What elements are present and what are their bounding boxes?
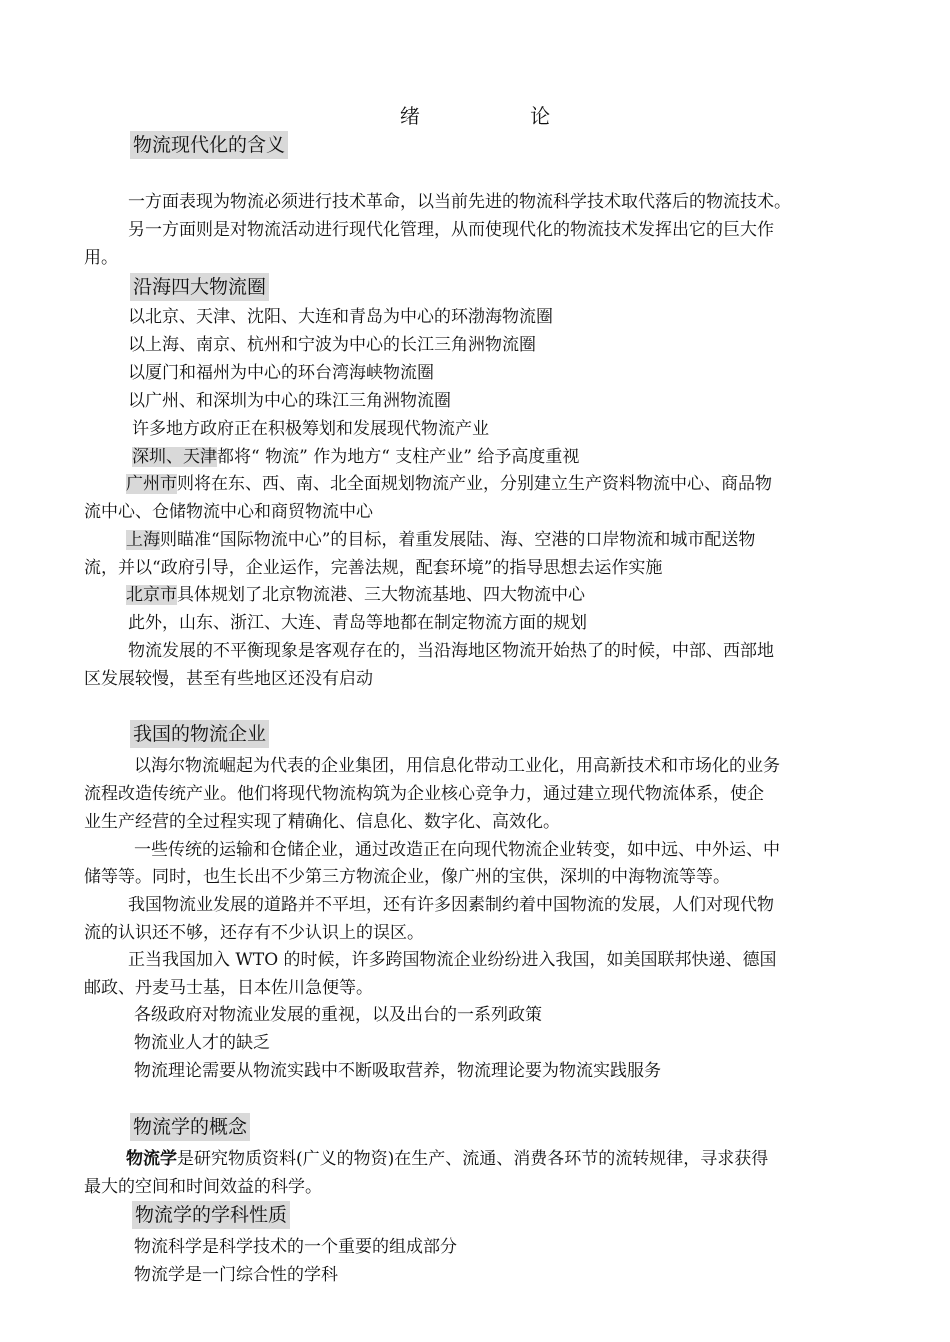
paragraph-line xyxy=(132,445,579,469)
list-item: 物流科学是科学技术的一个重要的组成部分 xyxy=(134,1237,457,1257)
paragraph-line: 此外，山东、浙江、大连、青岛等地都在制定物流方面的规划 xyxy=(128,613,587,633)
page-title: 绪 论 xyxy=(399,104,603,128)
list-item: 以北京、天津、沈阳、大连和青岛为中心的环渤海物流圈 xyxy=(128,307,553,327)
section-heading-enterprises: 我国的物流企业 xyxy=(130,720,269,748)
section-heading-concept: 物流学的概念 xyxy=(130,1113,250,1141)
paragraph-line xyxy=(126,472,772,496)
highlighted-city: 广州市 xyxy=(126,474,177,494)
paragraph-line: 另一方面则是对物流活动进行现代化管理，从而使现代化的物流技术发挥出它的巨大作 xyxy=(128,220,774,240)
paragraph-line: 业生产经营的全过程实现了精确化、信息化、数字化、高效化。 xyxy=(84,812,560,832)
list-item: 物流学是一门综合性的学科 xyxy=(134,1265,338,1285)
paragraph-line: 流，并以“政府引导，企业运作，完善法规，配套环境”的指导思想去运作实施 xyxy=(84,558,663,578)
paragraph-line: 一些传统的运输和仓储企业，通过改造正在向现代物流企业转变，如中远、中外运、中 xyxy=(134,840,780,860)
list-item: 各级政府对物流业发展的重视，以及出台的一系列政策 xyxy=(134,1005,542,1025)
paragraph-line: 储等等。同时，也生长出不少第三方物流企业，像广州的宝供，深圳的中海物流等等。 xyxy=(84,867,730,887)
paragraph-line xyxy=(126,1147,768,1171)
section-heading-coastal: 沿海四大物流圈 xyxy=(130,273,269,301)
paragraph-line xyxy=(126,528,755,552)
paragraph-line xyxy=(126,583,585,607)
paragraph-line: 物流发展的不平衡现象是客观存在的，当沿海地区物流开始热了的时候，中部、西部地 xyxy=(128,641,774,661)
list-item: 物流业人才的缺乏 xyxy=(134,1033,270,1053)
paragraph-line: 我国物流业发展的道路并不平坦，还有许多因素制约着中国物流的发展，人们对现代物 xyxy=(128,895,774,915)
paragraph-line: 以海尔物流崛起为代表的企业集团，用信息化带动工业化，用高新技术和市场化的业务 xyxy=(134,756,780,776)
list-item: 物流理论需要从物流实践中不断吸取营养，物流理论要为物流实践服务 xyxy=(134,1061,661,1081)
highlighted-city: 上海 xyxy=(126,530,160,550)
paragraph-line: 最大的空间和时间效益的科学。 xyxy=(84,1177,322,1197)
highlighted-city: 北京市 xyxy=(126,585,177,605)
paragraph-line: 区发展较慢，甚至有些地区还没有启动 xyxy=(84,669,373,689)
section-heading-nature: 物流学的学科性质 xyxy=(132,1201,290,1229)
defined-term: 物流学 xyxy=(126,1149,177,1169)
paragraph-line: 邮政、丹麦马士基，日本佐川急便等。 xyxy=(84,978,373,998)
paragraph-line: 正当我国加入 WTO 的时候，许多跨国物流企业纷纷进入我国，如美国联邦快递、德国 xyxy=(128,950,777,970)
list-item: 许多地方政府正在积极筹划和发展现代物流产业 xyxy=(132,419,489,439)
paragraph-line: 一方面表现为物流必须进行技术革命，以当前先进的物流科学技术取代落后的物流技术。 xyxy=(128,192,791,212)
list-item: 以广州、和深圳为中心的珠江三角洲物流圈 xyxy=(128,391,451,411)
line-text: 则将在东、西、南、北全面规划物流产业，分别建立生产资料物流中心、商品物 xyxy=(177,474,772,494)
line-text: 则瞄准“国际物流中心”的目标，着重发展陆、海、空港的口岸物流和城市配送物 xyxy=(160,530,756,550)
paragraph-line: 流程改造传统产业。他们将现代物流构筑为企业核心竞争力，通过建立现代物流体系，使企 xyxy=(84,784,764,804)
section-heading-modernization: 物流现代化的含义 xyxy=(130,131,288,159)
paragraph-line: 用。 xyxy=(84,248,118,268)
list-item: 以上海、南京、杭州和宁波为中心的长江三角洲物流圈 xyxy=(128,335,536,355)
line-text: 是研究物质资料(广义的物资)在生产、流通、消费各环节的流转规律，寻求获得 xyxy=(177,1149,769,1169)
highlighted-city: 深圳、天津 xyxy=(132,447,217,467)
line-text: 都将“ 物流” 作为地方“ 支柱产业” 给予高度重视 xyxy=(217,447,580,467)
line-text: 具体规划了北京物流港、三大物流基地、四大物流中心 xyxy=(177,585,585,605)
paragraph-line: 流的认识还不够，还存有不少认识上的误区。 xyxy=(84,923,424,943)
list-item: 以厦门和福州为中心的环台湾海峡物流圈 xyxy=(128,363,434,383)
paragraph-line: 流中心、仓储物流中心和商贸物流中心 xyxy=(84,502,373,522)
